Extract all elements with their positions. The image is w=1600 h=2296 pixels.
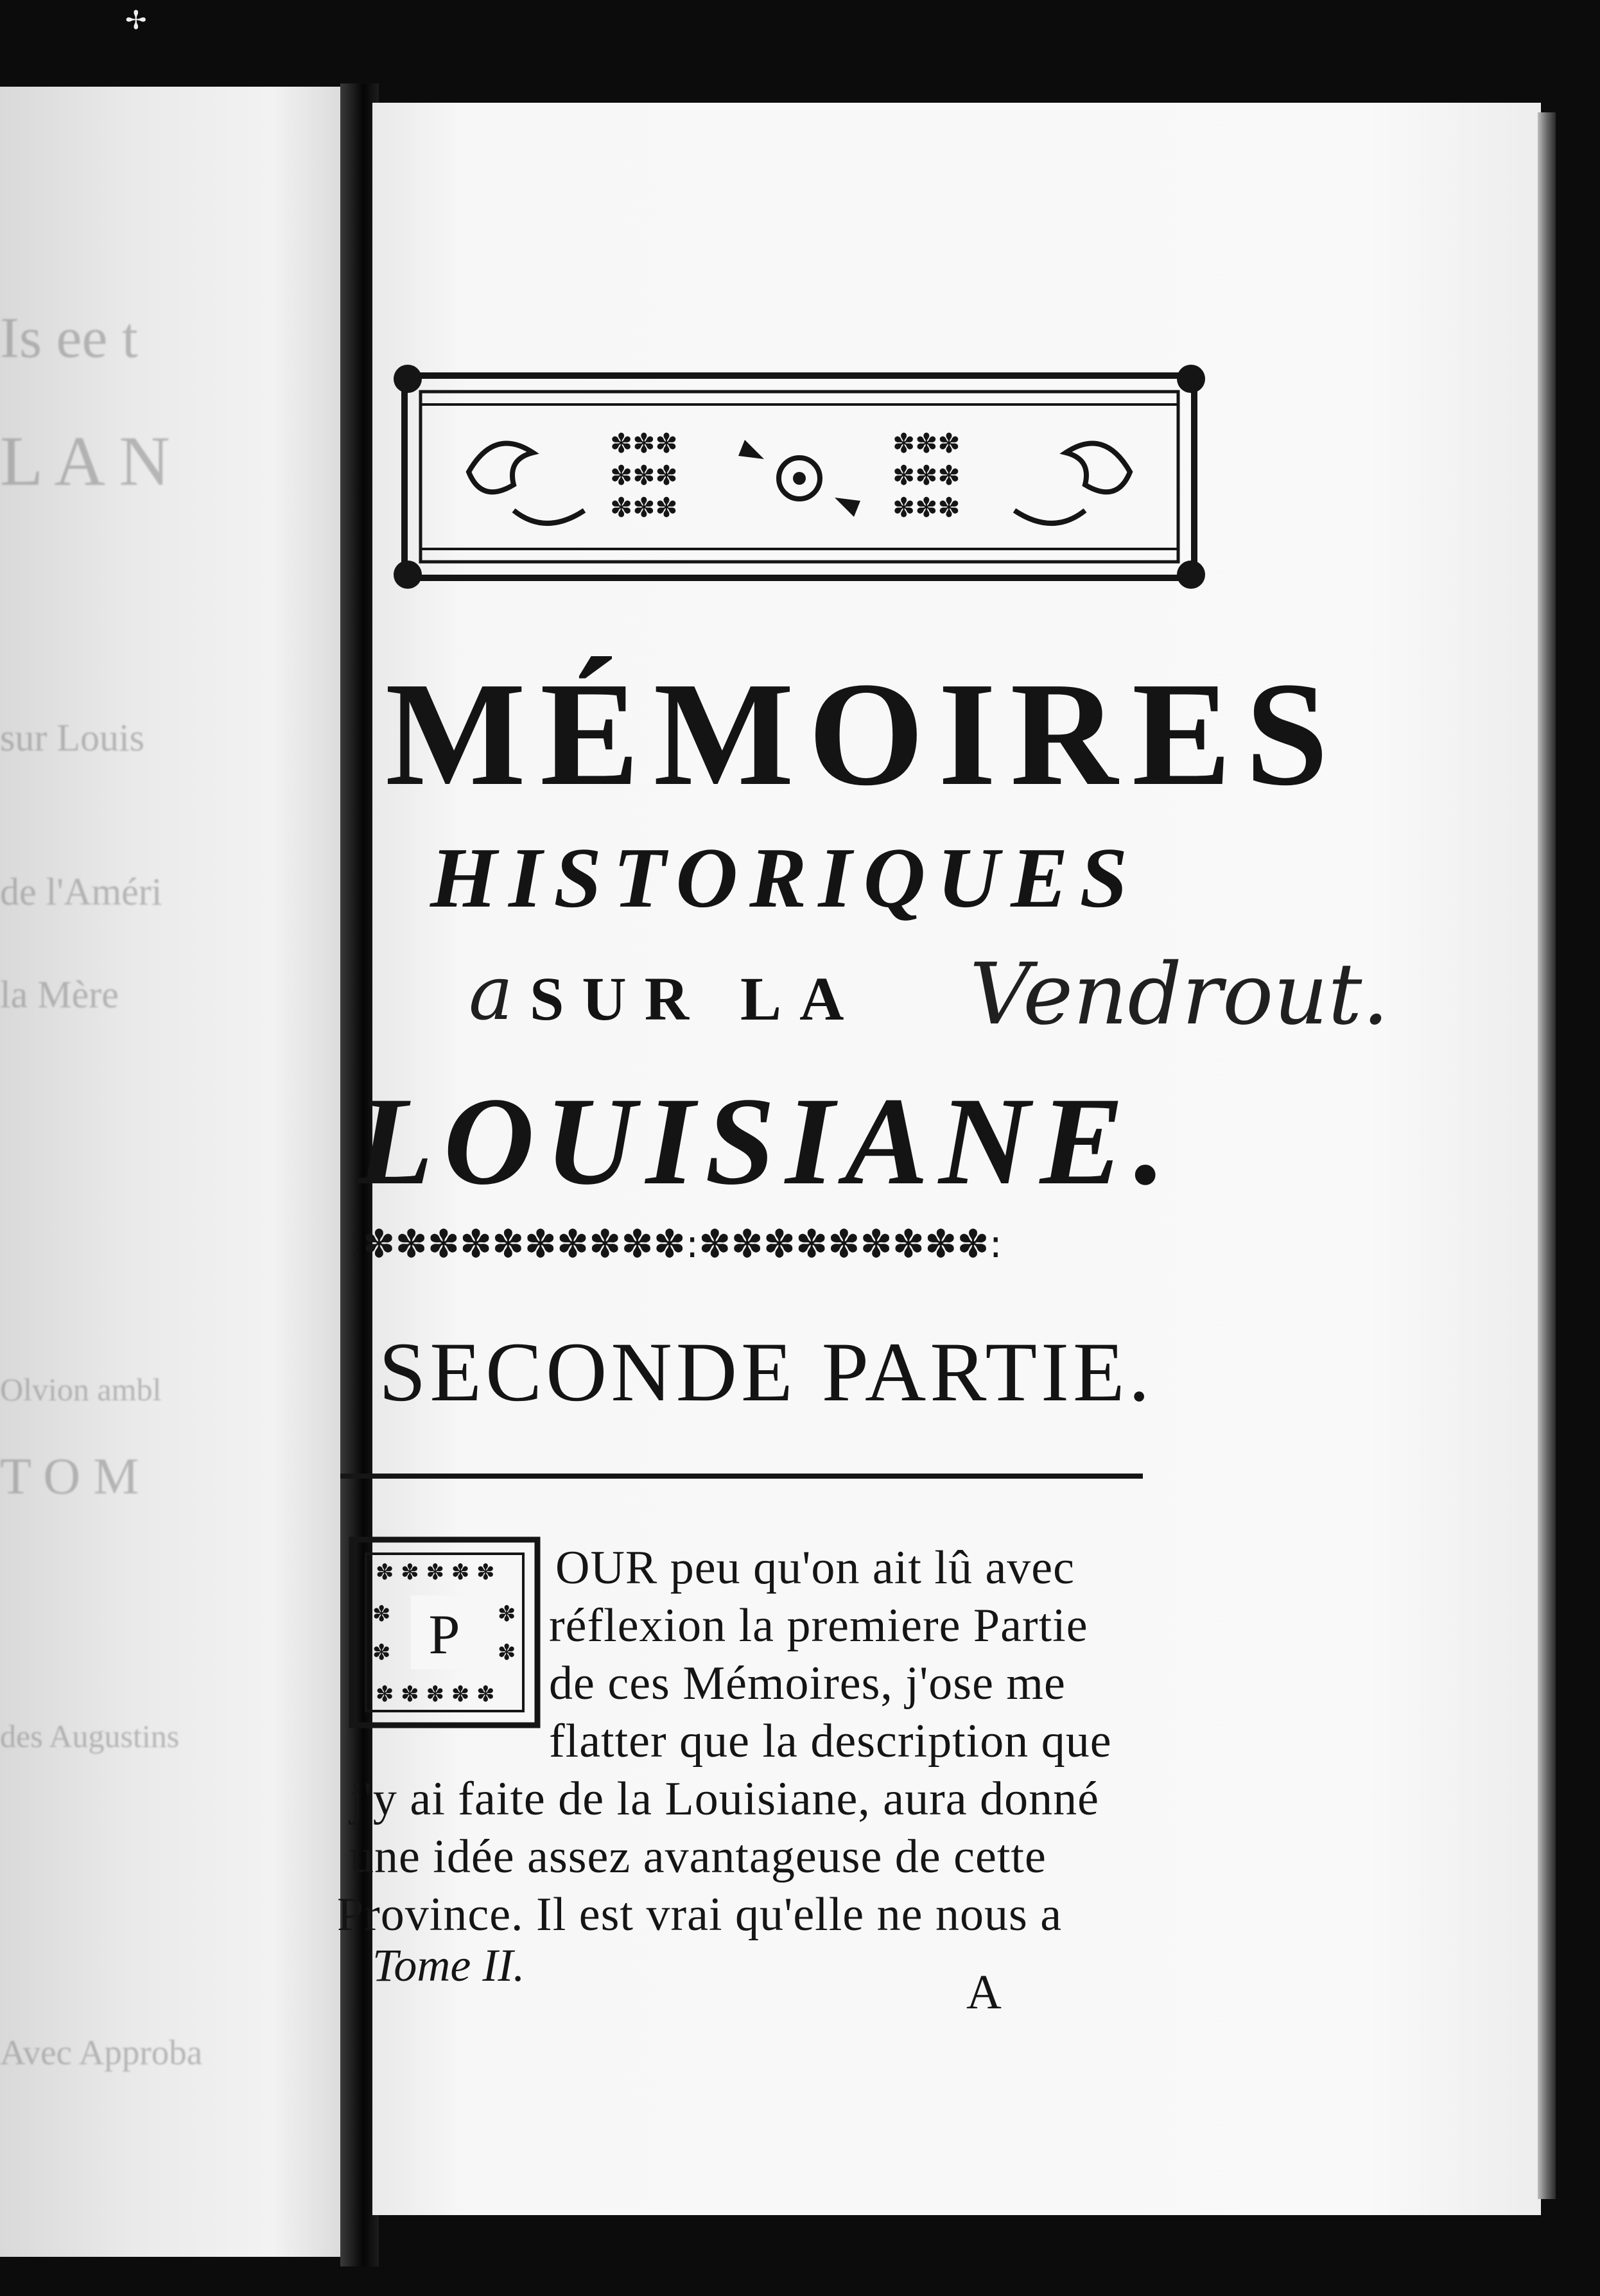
- title-sur-la: SUR LA: [530, 964, 862, 1033]
- svg-text::✽✽✽✽✽✽✽✽✽✽:✽✽✽✽✽✽✽✽✽:: :✽✽✽✽✽✽✽✽✽✽:✽✽✽✽✽✽✽✽✽:: [350, 1222, 1002, 1267]
- svg-text:✽✽✽: ✽✽✽: [610, 492, 678, 523]
- svg-text:✽✽✽: ✽✽✽: [892, 428, 961, 459]
- body-line: réflexion la premiere Partie: [549, 1599, 1088, 1652]
- handwritten-annotation-right: Vendrout.: [970, 945, 1389, 1044]
- svg-text:✽✽✽: ✽✽✽: [892, 460, 961, 491]
- body-line: une idée assez avantageuse de cette: [350, 1831, 1047, 1883]
- title-sur-la-row: [469, 945, 1600, 1053]
- svg-text:✽ ✽ ✽ ✽ ✽: ✽ ✽ ✽ ✽ ✽: [376, 1682, 495, 1707]
- title-historiques: HISTORIQUES: [430, 830, 1140, 925]
- svg-text:✽ ✽ ✽ ✽ ✽: ✽ ✽ ✽ ✽ ✽: [376, 1560, 495, 1585]
- svg-text:✽: ✽: [372, 1640, 391, 1665]
- svg-text:✽: ✽: [498, 1601, 516, 1627]
- body-line: OUR peu qu'on ait lû avec: [555, 1542, 1075, 1594]
- handwritten-annotation-left: a: [469, 950, 514, 1037]
- drop-cap-ornament: [347, 1535, 543, 1730]
- headpiece-ornament: [385, 356, 1213, 597]
- svg-text:✽✽✽: ✽✽✽: [610, 460, 678, 491]
- body-line: Province. Il est vrai qu'elle ne nous a: [337, 1888, 1063, 1941]
- corner-mark: ✢: [125, 6, 147, 35]
- signature-mark: A: [966, 1965, 1002, 2019]
- title-memoires: MÉMOIRES: [385, 652, 1343, 817]
- svg-text:✽✽✽: ✽✽✽: [610, 428, 678, 459]
- volume-footer: Tome II.: [372, 1940, 525, 1991]
- part-heading: SECONDE PARTIE.: [379, 1325, 1154, 1419]
- horizontal-rule: [340, 1474, 1143, 1479]
- svg-text:✽✽✽: ✽✽✽: [892, 492, 961, 523]
- svg-text:✽: ✽: [498, 1640, 516, 1665]
- fleuron-divider: [350, 1220, 1178, 1271]
- left-facing-page: Is ee t L A N sur Louis de l'Améri la Mère Olvion ambl T O M des Augustins Avec Approba: [0, 87, 340, 2257]
- body-line: j'y ai faite de la Louisiane, aura donné: [350, 1773, 1099, 1825]
- body-line: de ces Mémoires, j'ose me: [549, 1657, 1066, 1710]
- body-line: flatter que la description que: [549, 1715, 1112, 1768]
- svg-text:✽: ✽: [372, 1601, 391, 1627]
- drop-cap-letter: P: [428, 1604, 460, 1666]
- title-louisiane: LOUISIANE.: [356, 1072, 1176, 1211]
